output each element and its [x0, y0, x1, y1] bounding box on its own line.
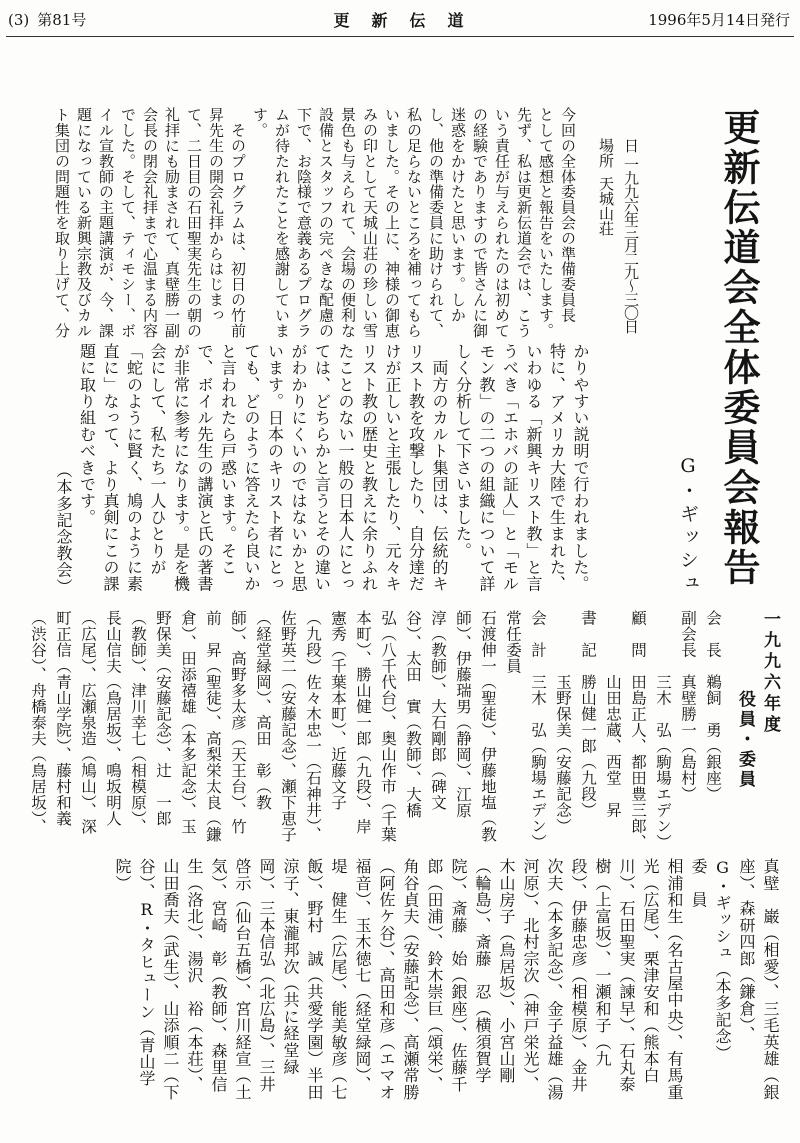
body-text-line: と言われたら戸惑います。そこ [218, 343, 238, 576]
member-line: 前 昇（聖徒）、高梨栄太良（鎌 [204, 610, 222, 843]
member-line: 河原）、北村宗次（神戸栄光）、 [521, 858, 540, 1093]
publication-date: 1996年5月14日発行 [648, 11, 790, 29]
article-body-middle [52, 343, 593, 595]
meeting-date: 一九九六年三月二九〜三〇日 [622, 157, 640, 333]
body-text-line: 特に、アメリカ大陸で生まれた、 [547, 343, 567, 592]
body-text-line: リスト教の歴史と教えに余りふれ [359, 343, 379, 592]
body-text-line: 会長の閉会礼拝まで心温まる内容 [141, 107, 159, 338]
member-line: 師）、高野多太彦（天王台）、竹 [229, 610, 247, 835]
member-line: 相浦和生（名古屋中央）、有馬重 [665, 858, 684, 1101]
member-line: （経堂緑岡）、高田 彰（教 [254, 610, 272, 811]
member-line: 町正信（青山学院）、藤村和義 [54, 610, 72, 827]
committee-heading: 委 員 [689, 858, 708, 909]
member-line: 岡）、三本信弘（北広島）、三井 [257, 858, 276, 1093]
body-text-line: ては、どちらかと言うとその違い [312, 343, 332, 592]
body-text-line: 先ず、私は更新伝道会では、こう [515, 107, 533, 338]
body-text-line: 礼拝にも励まされて、真壁勝一副 [163, 107, 181, 338]
roster-heading: 役員・委員 [735, 690, 755, 790]
body-text-line: 題になっている新興宗教及びカル [75, 107, 93, 338]
body-text-line: しく分析して下さいました。 [453, 343, 473, 559]
body-text-line: ても、どのように答えたら良いか [242, 343, 261, 592]
body-text-line: が非常に参考になります。是を機 [171, 343, 191, 592]
member-line: 淳（教師）、大石剛郎（碑文 [429, 610, 447, 811]
member-line: 谷）、太田 實（教師）、大橋 [404, 610, 422, 819]
member-line: 谷）、R・タヒューン（青山学 [137, 858, 156, 1087]
member-line: 山田喬夫（武生）、山添順二（下 [161, 858, 180, 1101]
officer-line [525, 610, 550, 850]
meeting-place-label: 場所 [597, 138, 615, 168]
body-text-line: います。日本のキリスト者にとっ [265, 343, 285, 592]
roster-lower-tier [110, 858, 782, 1101]
article-body-top [51, 107, 579, 338]
newspaper-name: 更 新 伝 道 [333, 11, 467, 30]
body-text-line: モン教」の二つの組織について詳 [477, 343, 496, 592]
officer-role: 会 長 [704, 610, 722, 658]
officer-line [700, 610, 725, 850]
body-text-line: として感想と報告をいたします。 [537, 107, 555, 338]
body-text-line: 設備とスタッフの完ぺきな配慮の [317, 107, 335, 338]
member-line: （渋谷）、舟橋泰夫（鳥居坂）、 [29, 610, 47, 835]
member-line: 啓示（仙台五橋）、宮川経宣（土 [233, 858, 252, 1101]
officer-line [550, 610, 575, 850]
member-line: 気）、宮崎 彰（教師）、森里信 [209, 858, 228, 1093]
member-line: 光（広尾）、栗津安和（熊本白 [641, 858, 660, 1084]
body-text-line: うべき「エホバの証人」と「モル [500, 343, 520, 592]
member-line: （輪島）、斎藤 忍（横須賀学 [473, 858, 492, 1084]
body-text-line: し、他の準備委員に助けられて、 [427, 107, 445, 338]
article-title: 更新伝道会全体委員会報告 [717, 108, 760, 588]
body-text-line: で、ボイル先生の講演と氏の著書 [195, 343, 214, 592]
body-text-line: 両方のカルト集団は、伝統的キ [430, 343, 449, 592]
officer-line [650, 610, 675, 850]
officers-list [525, 610, 725, 850]
officer-names: 三木 弘（駒場エデン） [529, 674, 547, 850]
body-text-line: いわゆる「新興キリスト教」と言 [524, 343, 543, 592]
member-line: 院） [113, 858, 132, 892]
member-line: 倉）、田添禧雄（本多記念）、玉 [179, 610, 197, 835]
member-line: 師）、伊藤瑞男（静岡）、江原 [454, 610, 472, 819]
member-line: 長山信夫（鳥居坂）、鳴坂明人 [104, 610, 122, 827]
member-line: 憲秀（千葉本町）、近藤文子 [329, 610, 347, 811]
roster-upper-tier [25, 610, 725, 850]
officer-line [575, 610, 600, 850]
member-line: 本町）、勝山健一郎（九段）、岸 [354, 610, 372, 835]
body-text-line: ト集団の問題性を取り上げて、分 [53, 107, 71, 338]
officer-names: 田島正人、都田豊三郎、 [629, 674, 647, 850]
member-line: 真壁 巌（相愛）、三毛英雄（銀 [761, 858, 780, 1101]
member-line: 角谷貞夫（安藤記念）、高瀬常勝 [401, 858, 420, 1101]
roster-year: 一九九六年度 [760, 610, 780, 736]
article-author: G・ギッシュ [677, 455, 699, 596]
body-text-line: たことのない一般の日本人にとっ [336, 343, 355, 592]
body-text-line: 下で、お陰様で意義あるプログラ [295, 107, 313, 338]
member-line: 生（洛北）、湯沢 裕（本荘）、 [185, 858, 204, 1093]
body-text-line: いました。その上に、神様の御恵 [383, 107, 401, 338]
officer-role: 副会長 [679, 610, 697, 658]
body-text-line: て、二日目の石田聖実先生の朝の [185, 107, 203, 338]
member-line: 段）、伊藤忠彦（相模原）、金井 [569, 858, 588, 1093]
member-line: 佐野英二（安藤記念）、瀬下恵子 [279, 610, 297, 843]
member-line: 弘（八千代台）、奥山作市（千葉 [379, 610, 397, 843]
member-line: 野保美（安藤記念）、辻 一郎 [154, 610, 172, 827]
member-line: （阿佐ケ谷）、高田和彦（エマオ [377, 858, 396, 1101]
body-text-line: リスト教を攻撃したり、自分達だ [406, 343, 426, 592]
officer-names: 玉野保美（安藤記念） [554, 674, 572, 834]
body-text-line: す。 [251, 107, 269, 138]
body-text-line: 今回の全体委員会の準備委員長 [559, 107, 577, 323]
member-line: 飯）、野村 誠（共愛学園）半田 [305, 858, 324, 1101]
member-line: 次夫（本多記念）、金子益雄（湯 [545, 858, 564, 1101]
member-line: 院）、斎藤 始（銀座）、佐藤千 [449, 858, 468, 1093]
standing-committee-list [25, 610, 500, 850]
standing-committee-heading: 常任委員 [504, 610, 522, 674]
body-text-line: けが正しいと主張したり、元々キ [383, 343, 402, 592]
body-text-line: 私の足らないところを補ってもら [405, 107, 423, 338]
body-text-line: の経験でありますので皆さんに御 [471, 107, 489, 338]
meeting-place: 天城山荘 [597, 176, 615, 236]
body-text-line: そのプログラムは、初日の竹前 [229, 107, 247, 338]
body-text-line: 直に」なって、より真剣にこの課 [101, 343, 120, 592]
meeting-date-label: 日 [622, 138, 640, 153]
body-text-line: がわかりにくいのではないかと思 [289, 343, 308, 592]
officer-line [625, 610, 650, 850]
member-line: 木山房子（鳥居坂）、小宮山剛 [497, 858, 516, 1084]
committee-list [110, 858, 686, 1101]
page-number: (3) [8, 11, 30, 29]
officer-names: 勝山健一郎（九段） [579, 674, 597, 818]
member-line: （教師）、津川幸七（相模原）、 [129, 610, 147, 835]
member-line: 座）、森研四郎（鎌倉）、 [737, 858, 756, 1043]
member-line: G・ギッシュ（本多記念） [713, 858, 732, 1062]
issue-number: 第81号 [37, 11, 87, 29]
meeting-date-line [618, 138, 643, 333]
member-line: 堤 健生（広尾）、能美敏彦（七 [329, 858, 348, 1101]
member-line: 石渡伸一（聖徒）、伊藤地塩（教 [479, 610, 497, 843]
officer-role: 書 記 [579, 610, 597, 658]
member-line: 涼子、東瀧邦次（共に経堂緑 [281, 858, 300, 1076]
officer-names: 真壁勝一（島村） [679, 674, 697, 802]
body-text-line: 景色も与えられて、会場の便利な [339, 107, 357, 338]
body-text-line: みの印として天城山荘の珍しい雪 [361, 107, 379, 338]
officer-line [600, 610, 625, 850]
member-line: 樹（上富坂）、一瀬和子（九 [593, 858, 612, 1068]
body-text-line: でした。そして、ティモシー、ボ [119, 107, 137, 338]
member-line: 郎（田浦）、鈴木崇巨（頌栄）、 [425, 858, 444, 1093]
officer-names: 三木 弘（駒場エデン） [654, 674, 672, 850]
body-text-line: ムが待たれたことを感謝していま [273, 107, 291, 338]
member-line: 福音）、玉木徳七（経堂緑岡）、 [353, 858, 372, 1093]
body-text-line: 会にして、私たち一人ひとりが [148, 343, 167, 576]
header-rule [6, 36, 794, 37]
officer-line [675, 610, 700, 850]
body-text-line: 題に取り組むべきです。 [77, 343, 97, 526]
article-body-middle-lines [75, 343, 592, 595]
officer-role: 顧 問 [629, 610, 647, 658]
member-line: （広尾）、広瀬泉造（鳩山）、深 [79, 610, 97, 835]
meeting-info [593, 138, 643, 333]
standing-committee-list-continued [710, 858, 782, 1101]
body-text-line: かりやすい説明で行われました。 [571, 343, 590, 592]
author-affiliation: （本多記念教会） [54, 462, 73, 595]
member-line: （九段）佐々木忠一（石神井）、 [304, 610, 322, 843]
body-text-line: 迷惑をかけたと思います。しか [449, 107, 467, 323]
officer-names: 鵜飼 勇（銀座） [704, 674, 722, 802]
body-text-line: 「蛇のように賢く、鳩のように素 [124, 343, 144, 592]
officer-role: 会 計 [529, 610, 547, 658]
officer-names: 山田忠蔵、西堂 昇 [604, 674, 622, 818]
member-line: 川）、石田聖実（諫早）、石丸泰 [617, 858, 636, 1093]
body-text-line: 昇先生の開会礼拝からはじまっ [207, 107, 225, 323]
body-text-line: いう責任が与えられたのは初めて [493, 107, 511, 338]
meeting-place-line [593, 138, 618, 333]
body-text-line: イル宣教師の主題講演が、今、課 [97, 107, 115, 338]
